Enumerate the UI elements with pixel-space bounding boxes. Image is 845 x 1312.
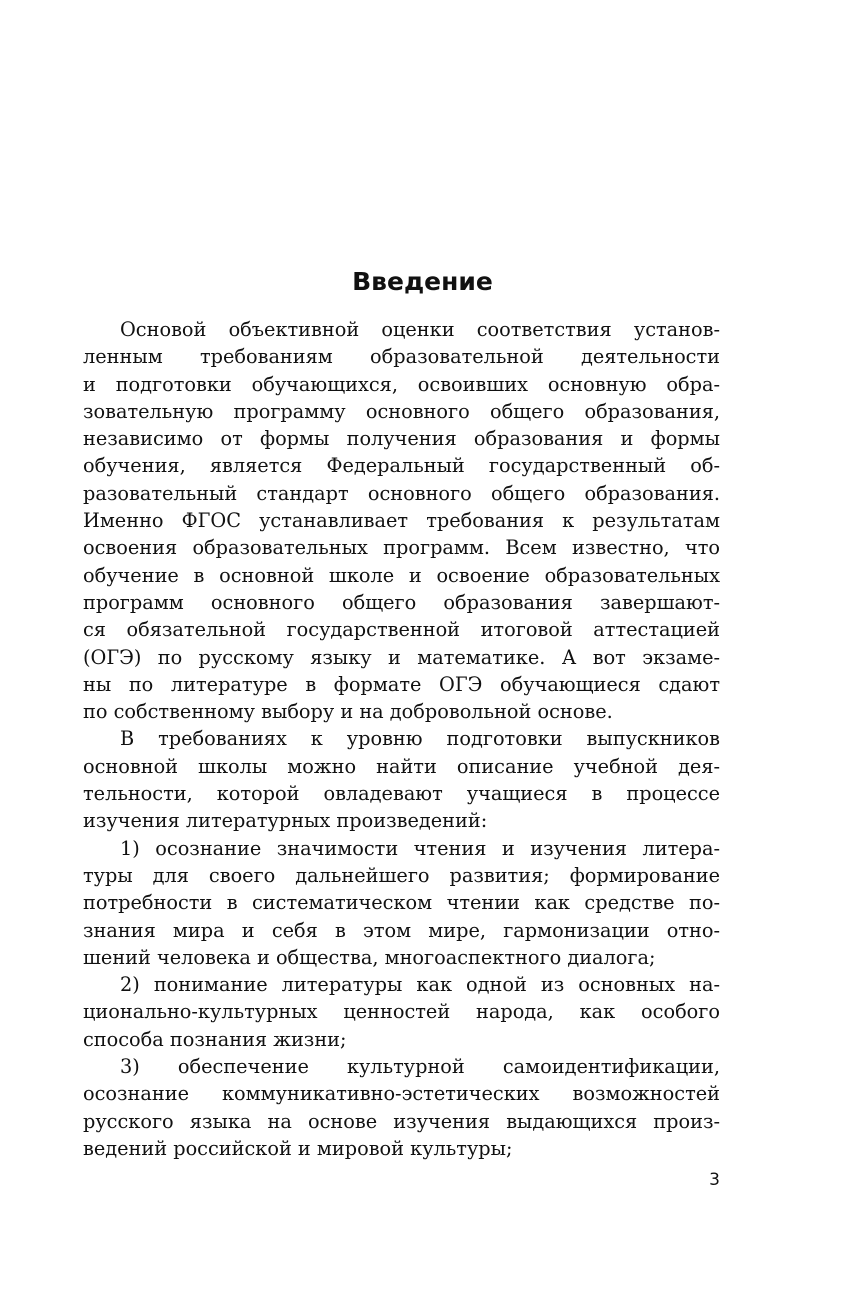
text-line: зовательную программу основного общего образования, bbox=[83, 399, 720, 423]
text-line: основной школы можно найти описание учебной дея- bbox=[83, 754, 720, 778]
text-line: ленным требованиям образовательной деятельности bbox=[83, 345, 720, 369]
text-line: способа познания жизни; bbox=[83, 1027, 347, 1051]
text-line: (ОГЭ) по русскому языку и математике. А вот экзаме- bbox=[83, 645, 720, 669]
text-line: В требованиях к уровню подготовки выпускников bbox=[120, 727, 720, 751]
list-item bbox=[83, 1053, 720, 1162]
text-line: ведений российской и мировой культуры; bbox=[83, 1136, 513, 1160]
text-line: русского языка на основе изучения выдающихся произ- bbox=[83, 1109, 720, 1133]
text-line: тельности, которой овладевают учащиеся в процессе bbox=[83, 782, 720, 806]
text-line: разовательный стандарт основного общего образования. bbox=[83, 481, 720, 505]
text-line: шений человека и общества, многоаспектного диалога; bbox=[83, 945, 656, 969]
text-line: изучения литературных произведений: bbox=[83, 809, 488, 833]
text-line: обучения, является Федеральный государственный об- bbox=[83, 454, 720, 478]
text-line: туры для своего дальнейшего развития; формирование bbox=[83, 863, 720, 887]
list-item bbox=[83, 971, 720, 1053]
text-line: Именно ФГОС устанавливает требования к результатам bbox=[83, 509, 720, 533]
text-line: и подготовки обучающихся, освоивших основную обра- bbox=[83, 372, 720, 396]
text-line: 1) осознание значимости чтения и изучения литера- bbox=[120, 836, 720, 860]
text-line: по собственному выбору и на добровольной основе. bbox=[83, 700, 613, 724]
text-line: 2) понимание литературы как одной из основных на- bbox=[120, 973, 720, 997]
text-line: ся обязательной государственной итоговой аттестацией bbox=[83, 618, 720, 642]
text-line: Основой объективной оценки соответствия установ- bbox=[120, 318, 720, 341]
text-line: обучение в основной школе и освоение образовательных bbox=[83, 563, 720, 587]
text-line: ны по литературе в формате ОГЭ обучающиеся сдают bbox=[83, 672, 720, 696]
page-number: 3 bbox=[709, 1170, 720, 1190]
text-line: независимо от формы получения образования и формы bbox=[83, 427, 720, 451]
body-text bbox=[83, 316, 720, 1162]
page-title: Введение bbox=[352, 267, 493, 296]
text-line: программ основного общего образования завершают- bbox=[83, 590, 720, 614]
text-line: знания мира и себя в этом мире, гармонизации отно- bbox=[83, 918, 720, 942]
list-item bbox=[83, 835, 720, 971]
text-line: ционально-культурных ценностей народа, как особого bbox=[83, 1000, 720, 1024]
text-line: потребности в систематическом чтении как средстве по- bbox=[83, 891, 720, 915]
text-line: осознание коммуникативно-эстетических возможностей bbox=[83, 1082, 720, 1106]
text-line: 3) обеспечение культурной самоидентификации, bbox=[120, 1055, 720, 1079]
text-line: освоения образовательных программ. Всем известно, что bbox=[83, 536, 720, 560]
paragraph-intro bbox=[83, 316, 720, 725]
paragraph-requirements bbox=[83, 725, 720, 834]
